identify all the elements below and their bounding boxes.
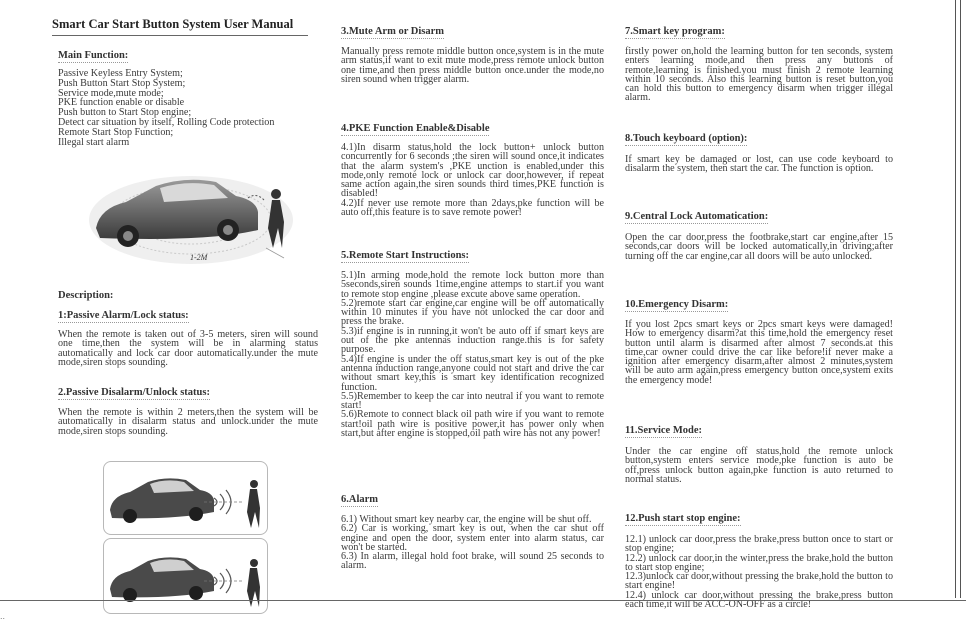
main-function-item: Detect car situation by itself, Rolling Code protection [58, 116, 275, 128]
section-1-heading: 1:Passive Alarm/Lock status: [58, 310, 189, 321]
section-5-para: 5.1)In arming mode,hold the remote lock button more than 5seconds,siren sounds 1time,engine attemps to start.if you want to remote stop engine ,please excute above same operation. [341, 270, 604, 300]
main-function-item: PKE function enable or disable [58, 97, 185, 109]
main-function-item: Illegal start alarm [58, 136, 130, 148]
section-11-heading: 11.Service Mode: [625, 425, 702, 436]
section-2-text: When the remote is within 2 meters,then the system will be automatically in disalarm status and unlock.under the mute mode,siren stops sounding. [58, 407, 318, 437]
section-7-text: firstly power on,hold the learning button for ten seconds, system enters learning mode,and then press any buttons of remote,learning is finished.you must finish 2 remote learning within 10 seconds. Also this learning button is reset button,you can hold this button to emergency disarm when trigger illegal alarm. [625, 46, 893, 104]
range-label: 1-2M [190, 253, 208, 262]
corner-mark: .. [0, 611, 6, 621]
main-function-item: Passive Keyless Entry System; [58, 68, 183, 79]
main-function-list [58, 69, 318, 147]
section-8-heading: 8.Touch keyboard (option): [625, 133, 748, 144]
section-9-heading: 9.Central Lock Automatication: [625, 211, 769, 222]
main-function-item: Service mode,mute mode; [58, 87, 164, 99]
section-12-para: 12.3)unlock car door,without pressing the brake,hold the button to start engine! [625, 571, 893, 592]
page-edge-line [955, 0, 961, 598]
section-5-para: 5.2)remote start car engine,car engine will be off automatically within 10 minutes if you have not unlocked the car door and press the brake. [341, 297, 604, 328]
title-rule [52, 35, 308, 36]
section-5-para: 5.3)if engine is in running,it won't be auto off if smart keys are out of the pke antennas induction range.this is for safety purpose. [341, 325, 604, 356]
description-heading: Description: [58, 290, 114, 301]
main-function-item: Remote Start Stop Function; [58, 126, 174, 138]
section-6-para: 6.2) Car is working, smart key is out, when the car shut off engine and open the door, system enter into alarm status, car won't be started. [341, 523, 604, 553]
section-5-text [341, 271, 604, 438]
section-6-text [341, 515, 604, 571]
section-6-para: 6.1) Without smart key nearby car, the engine will be shut off. [341, 514, 592, 525]
section-4-para: 4.1)In disarm status,hold the lock button+ unlock button concurrently for 6 seconds ;the siren will sound once,it indicates that the alarm system's ,PKE unction is enabled,under this mode,only remote lock or unlock car door,however, if repeat same action again,the siren sounds third times,PKE function is disabled! [341, 142, 604, 200]
column-3 [625, 0, 893, 631]
car-keyless-illustration [86, 150, 296, 268]
section-5-para: 5.5)Remember to keep the car into neutral if you want to remote start! [341, 390, 604, 412]
section-4-heading: 4.PKE Function Enable&Disable [341, 123, 490, 134]
section-12-para: 12.2) unlock car door,in the winter,press the brake,hold the button to start stop engine; [625, 552, 893, 573]
section-3-text: Manually press remote middle button once,system is in the mute arm status,if want to exit mute mode,press remote unlock button one time,and then press middle button once.under the mode,no siren sound when trigger alarm. [341, 46, 604, 85]
section-9-text: Open the car door,press the footbrake,start car engine,after 15 seconds,car doors will be locked automatically,in driving;after turning off the car engine,car all doors will be auto unlocked. [625, 232, 893, 262]
section-1-text: When the remote is taken out of 3-5 meters, siren will sound one time,then the system will be in alarming status automatically and lock car door automatically.under the mute mode,siren stops sounding. [58, 329, 318, 368]
section-5-para: 5.6)Remote to connect black oil path wire if you want to remote start!oil path wire is positive power,it has power only when start,but after engine is stopped,oil path wire has not any power! [341, 409, 604, 440]
car-remote-diagram-1 [104, 462, 267, 534]
car-remote-diagram-2 [104, 539, 267, 613]
section-4-text [341, 143, 604, 217]
section-10-heading: 10.Emergency Disarm: [625, 299, 729, 310]
page-bottom-rule [0, 600, 966, 601]
section-5-para: 5.4)If engine is under the off status,smart key is out of the pke antenna induction range,anyone could not start and drive the car without smart key,this is smart key identification recognized function. [341, 353, 604, 393]
column-2 [341, 0, 604, 631]
section-3-heading: 3.Mute Arm or Disarm [341, 26, 445, 37]
section-7-heading: 7.Smart key program: [625, 26, 725, 37]
main-function-item: Push Button Start Stop System; [58, 77, 186, 89]
section-8-text: If smart key be damaged or lost, can use code keyboard to disalarm the system, then start the car. The function is option. [625, 154, 893, 175]
main-function-item: Push button to Start Stop engine; [58, 107, 192, 119]
section-6-heading: 6.Alarm [341, 494, 379, 505]
remote-signal-frame-2 [103, 538, 268, 614]
document-title: Smart Car Start Button System User Manual [52, 17, 294, 31]
section-6-para: 6.3) In alarm, illegal hold foot brake, will sound 25 seconds to alarm. [341, 551, 604, 572]
main-function-heading: Main Function: [58, 50, 129, 61]
remote-signal-frame-1 [103, 461, 268, 535]
column-1 [52, 0, 318, 631]
section-12-text [625, 535, 893, 609]
section-12-heading: 12.Push start stop engine: [625, 513, 741, 524]
section-10-text: If you lost 2pcs smart keys or 2pcs smart keys were damaged! How to emergency disarm?at this time,hold the emergency reset button until alarm is disarmed after almost 7 seconds.at this time,car owner could drive the car like before!if never make a ignition after emergency disarm,after almost 2 minutes,system will be auto arm again,press emergency button once,system exits the emergency mode! [625, 319, 893, 386]
section-2-heading: 2.Passive Disalarm/Unlock status: [58, 387, 210, 398]
section-4-para: 4.2)If never use remote more than 2days,pke function will be auto off,this feature is to save remote power! [341, 197, 604, 219]
section-5-heading: 5.Remote Start Instructions: [341, 250, 470, 261]
section-12-para: 12.1) unlock car door,press the brake,press button once to start or stop engine; [625, 534, 893, 555]
section-11-text: Under the car engine off status,hold the remote unlock button,system enters service mode,pke function is auto be off,press unlock button again,pke function is auto returned to normal status. [625, 446, 893, 485]
section-12-para: 12.4) unlock car door,without pressing the brake,press button each time,it will be ACC-ON-OFF as a circle! [625, 589, 893, 611]
car-illustration-svg [86, 150, 296, 268]
